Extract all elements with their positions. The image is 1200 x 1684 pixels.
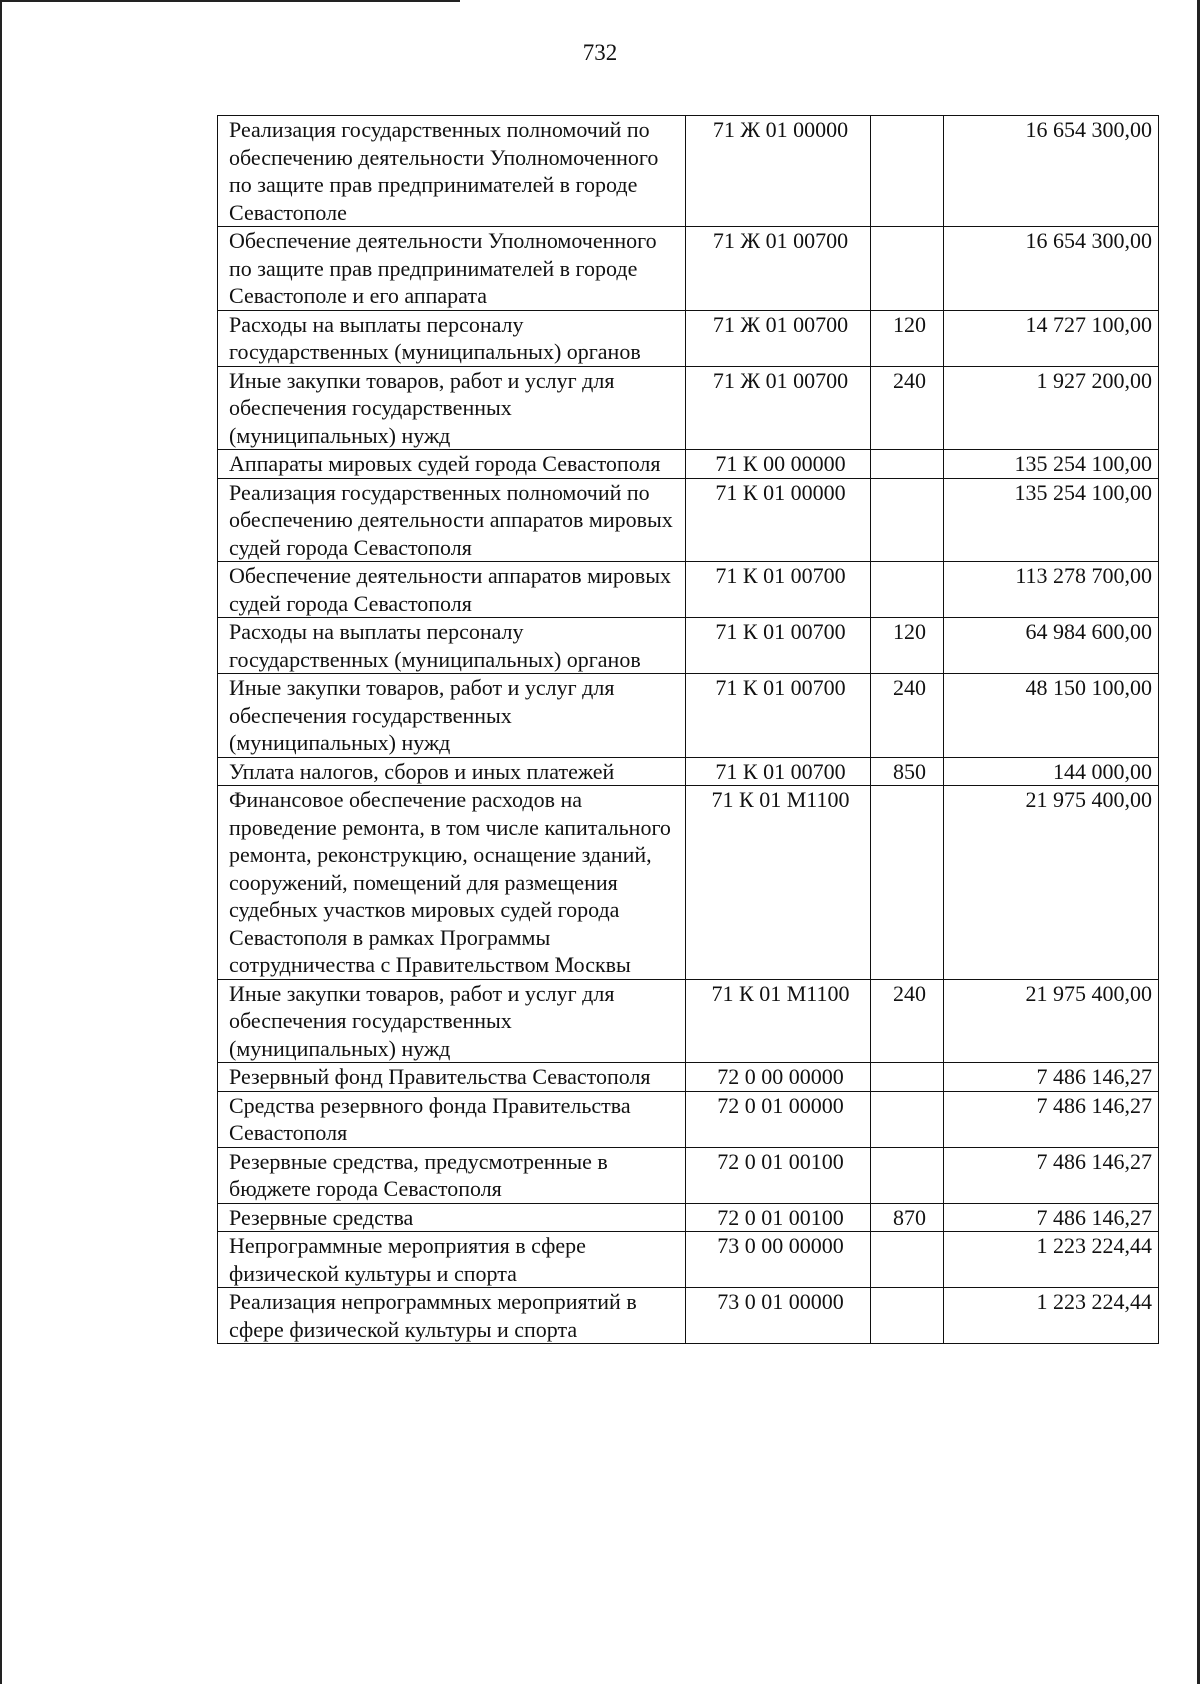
expense-type-cell: 240: [871, 366, 944, 450]
target-article-code-cell: 71 Ж 01 00700: [686, 227, 871, 311]
target-article-code-cell: 71 К 00 00000: [686, 450, 871, 479]
expense-type-cell: [871, 786, 944, 980]
expense-name-cell: Реализация непрограммных мероприятий в сфере физической культуры и спорта: [218, 1288, 686, 1344]
expense-name-cell: Иные закупки товаров, работ и услуг для обеспечения государственных (муниципальных) нужд: [218, 979, 686, 1063]
table-row: [218, 1232, 1159, 1288]
expense-type-cell: 120: [871, 618, 944, 674]
table-row: [218, 1288, 1159, 1344]
expense-type-cell: 120: [871, 310, 944, 366]
budget-table: [217, 115, 1159, 1344]
table-row: [218, 450, 1159, 479]
expense-name-cell: Финансовое обеспечение расходов на проведение ремонта, в том числе капитального ремонта, реконструкцию, оснащение зданий, сооружений, помещений для размещения судебных участков мировых судей города Севастополя в рамках Программы сотрудничества с Правительством Москвы: [218, 786, 686, 980]
amount-cell: 7 486 146,27: [944, 1063, 1159, 1092]
expense-name-cell: Обеспечение деятельности аппаратов мировых судей города Севастополя: [218, 562, 686, 618]
amount-cell: 16 654 300,00: [944, 116, 1159, 227]
target-article-code-cell: 72 0 00 00000: [686, 1063, 871, 1092]
expense-name-cell: Расходы на выплаты персоналу государственных (муниципальных) органов: [218, 310, 686, 366]
target-article-code-cell: 71 К 01 М1100: [686, 786, 871, 980]
table-row: [218, 116, 1159, 227]
expense-type-cell: [871, 1288, 944, 1344]
target-article-code-cell: 71 К 01 00700: [686, 562, 871, 618]
table-row: [218, 366, 1159, 450]
expense-name-cell: Резервные средства, предусмотренные в бюджете города Севастополя: [218, 1147, 686, 1203]
target-article-code-cell: 71 К 01 00700: [686, 757, 871, 786]
amount-cell: 1 223 224,44: [944, 1232, 1159, 1288]
expense-type-cell: [871, 450, 944, 479]
amount-cell: 7 486 146,27: [944, 1147, 1159, 1203]
target-article-code-cell: 71 К 01 М1100: [686, 979, 871, 1063]
target-article-code-cell: 72 0 01 00100: [686, 1147, 871, 1203]
amount-cell: 14 727 100,00: [944, 310, 1159, 366]
amount-cell: 16 654 300,00: [944, 227, 1159, 311]
expense-type-cell: [871, 1232, 944, 1288]
target-article-code-cell: 73 0 01 00000: [686, 1288, 871, 1344]
expense-type-cell: [871, 1063, 944, 1092]
expense-name-cell: Реализация государственных полномочий по обеспечению деятельности Уполномоченного по защите прав предпринимателей в городе Севастополе: [218, 116, 686, 227]
target-article-code-cell: 71 Ж 01 00700: [686, 310, 871, 366]
expense-name-cell: Иные закупки товаров, работ и услуг для обеспечения государственных (муниципальных) нужд: [218, 674, 686, 758]
amount-cell: 1 927 200,00: [944, 366, 1159, 450]
table-row: [218, 618, 1159, 674]
target-article-code-cell: 71 Ж 01 00700: [686, 366, 871, 450]
target-article-code-cell: 71 К 01 00700: [686, 618, 871, 674]
expense-name-cell: Иные закупки товаров, работ и услуг для обеспечения государственных (муниципальных) нужд: [218, 366, 686, 450]
expense-name-cell: Средства резервного фонда Правительства Севастополя: [218, 1091, 686, 1147]
expense-type-cell: 240: [871, 979, 944, 1063]
amount-cell: 135 254 100,00: [944, 450, 1159, 479]
expense-type-cell: [871, 562, 944, 618]
expense-name-cell: Резервные средства: [218, 1203, 686, 1232]
table-row: [218, 310, 1159, 366]
table-row: [218, 1147, 1159, 1203]
expense-type-cell: 850: [871, 757, 944, 786]
scan-edge-left: [0, 0, 2, 1684]
amount-cell: 48 150 100,00: [944, 674, 1159, 758]
amount-cell: 7 486 146,27: [944, 1091, 1159, 1147]
amount-cell: 144 000,00: [944, 757, 1159, 786]
expense-type-cell: 870: [871, 1203, 944, 1232]
target-article-code-cell: 71 К 01 00700: [686, 674, 871, 758]
expense-name-cell: Обеспечение деятельности Уполномоченного по защите прав предпринимателей в городе Севастополе и его аппарата: [218, 227, 686, 311]
expense-name-cell: Уплата налогов, сборов и иных платежей: [218, 757, 686, 786]
table-row: [218, 1203, 1159, 1232]
expense-type-cell: [871, 227, 944, 311]
amount-cell: 21 975 400,00: [944, 979, 1159, 1063]
page-number: 732: [582, 40, 618, 65]
amount-cell: 113 278 700,00: [944, 562, 1159, 618]
expense-type-cell: 240: [871, 674, 944, 758]
table-row: [218, 979, 1159, 1063]
expense-type-cell: [871, 478, 944, 562]
expense-name-cell: Расходы на выплаты персоналу государственных (муниципальных) органов: [218, 618, 686, 674]
target-article-code-cell: 72 0 01 00100: [686, 1203, 871, 1232]
expense-type-cell: [871, 116, 944, 227]
amount-cell: 1 223 224,44: [944, 1288, 1159, 1344]
target-article-code-cell: 72 0 01 00000: [686, 1091, 871, 1147]
target-article-code-cell: 71 К 01 00000: [686, 478, 871, 562]
table-row: [218, 1091, 1159, 1147]
table-row: [218, 478, 1159, 562]
target-article-code-cell: 71 Ж 01 00000: [686, 116, 871, 227]
table-row: [218, 786, 1159, 980]
table-row: [218, 1063, 1159, 1092]
expense-type-cell: [871, 1091, 944, 1147]
table-row: [218, 674, 1159, 758]
expense-name-cell: Резервный фонд Правительства Севастополя: [218, 1063, 686, 1092]
table-row: [218, 757, 1159, 786]
amount-cell: 21 975 400,00: [944, 786, 1159, 980]
scan-edge-top: [0, 0, 460, 2]
amount-cell: 7 486 146,27: [944, 1203, 1159, 1232]
target-article-code-cell: 73 0 00 00000: [686, 1232, 871, 1288]
amount-cell: 135 254 100,00: [944, 478, 1159, 562]
amount-cell: 64 984 600,00: [944, 618, 1159, 674]
expense-name-cell: Реализация государственных полномочий по обеспечению деятельности аппаратов мировых судей города Севастополя: [218, 478, 686, 562]
expense-name-cell: Аппараты мировых судей города Севастополя: [218, 450, 686, 479]
expense-type-cell: [871, 1147, 944, 1203]
expense-name-cell: Непрограммные мероприятия в сфере физической культуры и спорта: [218, 1232, 686, 1288]
table-row: [218, 562, 1159, 618]
table-row: [218, 227, 1159, 311]
